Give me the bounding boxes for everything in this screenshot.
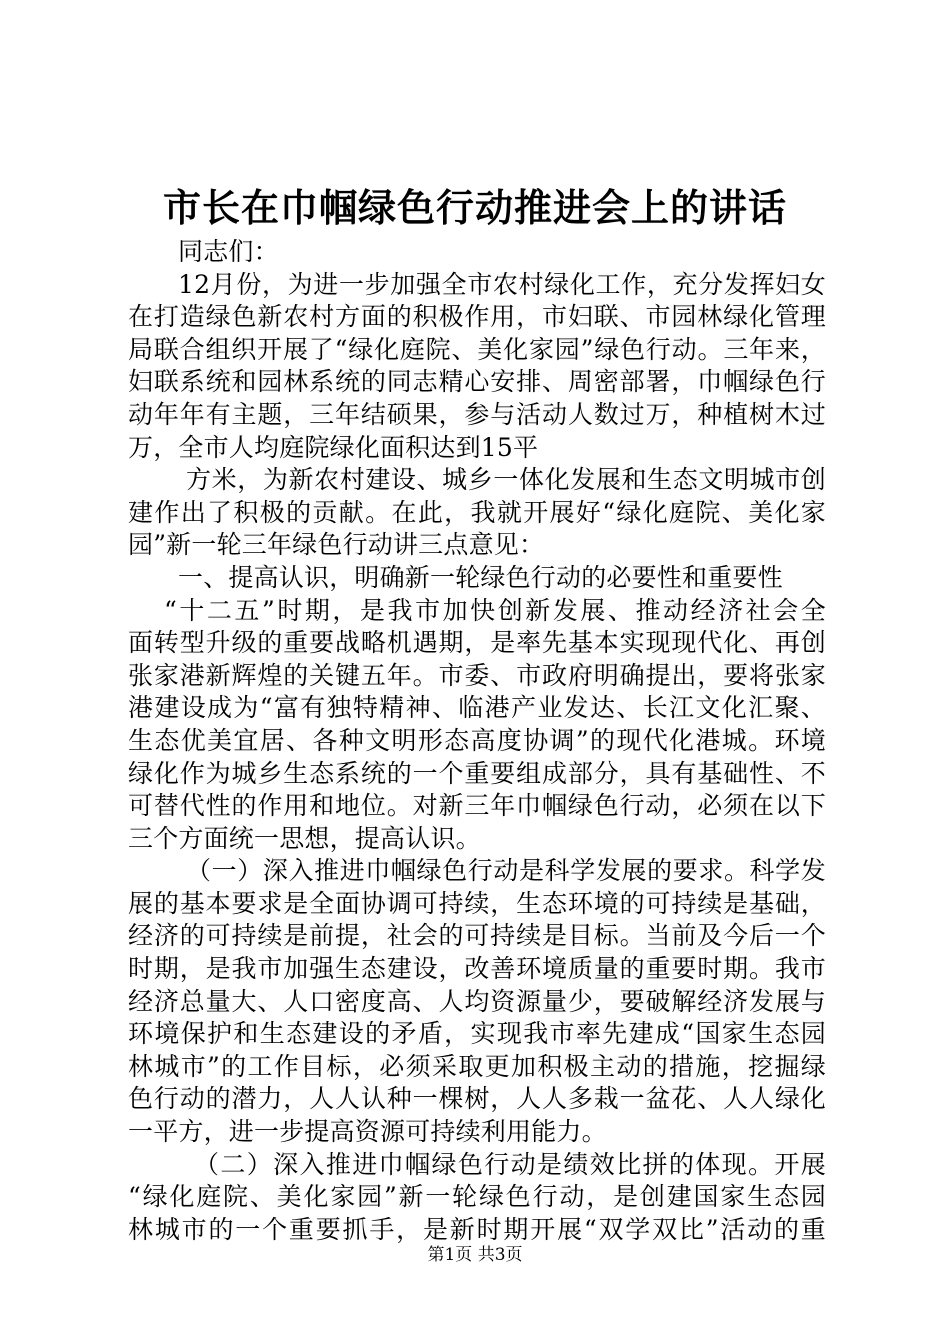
- paragraph-line: 林城市”的工作目标，必须采取更加积极主动的措施，挖掘绿: [128, 1051, 826, 1081]
- paragraph-line: 环境保护和生态建设的矛盾，实现我市率先建成“国家生态园: [128, 1019, 826, 1049]
- paragraph-line: 建作出了积极的贡献。在此，我就开展好“绿化庭院、美化家: [128, 497, 826, 527]
- page-footer: 第1页 共3页: [427, 1245, 523, 1265]
- document-body: [128, 236, 826, 1246]
- paragraph-line: 三个方面统一思想，提高认识。: [128, 823, 481, 853]
- paragraph-line: 局联合组织开展了“绿化庭院、美化家园”绿色行动。三年来，: [128, 334, 826, 364]
- paragraph-line: （一）深入推进巾帼绿色行动是科学发展的要求。科学发: [186, 856, 826, 886]
- paragraph-line: 经济总量大、人口密度高、人均资源量少，要破解经济发展与: [128, 986, 826, 1016]
- paragraph-line: 可替代性的作用和地位。对新三年巾帼绿色行动，必须在以下: [128, 791, 826, 821]
- paragraph-line: 时期，是我市加强生态建设，改善环境质量的重要时期。我市: [128, 954, 826, 984]
- paragraph-line: （二）深入推进巾帼绿色行动是绩效比拼的体现。开展: [194, 1149, 826, 1179]
- paragraph-line: 绿化作为城乡生态系统的一个重要组成部分，具有基础性、不: [128, 758, 826, 788]
- paragraph-line: 面转型升级的重要战略机遇期，是率先基本实现现代化、再创: [128, 628, 826, 658]
- paragraph-line: 万，全市人均庭院绿化面积达到15平: [128, 432, 539, 462]
- section-heading: 一、提高认识，明确新一轮绿色行动的必要性和重要性: [178, 562, 783, 592]
- paragraph-line: 妇联系统和园林系统的同志精心安排、周密部署，巾帼绿色行: [128, 367, 826, 397]
- paragraph-line: 经济的可持续是前提，社会的可持续是目标。当前及今后一个: [128, 921, 826, 951]
- paragraph-line: 港建设成为“富有独特精神、临港产业发达、长江文化汇聚、: [128, 693, 826, 723]
- paragraph-line: “十二五”时期，是我市加快创新发展、推动经济社会全: [164, 595, 826, 625]
- paragraph-line: 色行动的潜力，人人认种一棵树，人人多栽一盆花、人人绿化: [128, 1084, 826, 1114]
- paragraph-line: 一平方，进一步提高资源可持续利用能力。: [128, 1117, 607, 1147]
- paragraph-line: 张家港新辉煌的关键五年。市委、市政府明确提出，要将张家: [128, 660, 826, 690]
- paragraph-line: 在打造绿色新农村方面的积极作用，市妇联、市园林绿化管理: [128, 302, 826, 332]
- paragraph-line: 生态优美宜居、各种文明形态高度协调”的现代化港城。环境: [128, 725, 826, 755]
- paragraph-line: “绿化庭院、美化家园”新一轮绿色行动，是创建国家生态园: [128, 1182, 826, 1212]
- paragraph-line: 展的基本要求是全面协调可持续，生态环境的可持续是基础，: [128, 888, 826, 918]
- paragraph-line: 动年年有主题，三年结硕果，参与活动人数过万，种植树木过: [128, 399, 826, 429]
- paragraph-line: 12月份，为进一步加强全市农村绿化工作，充分发挥妇女: [178, 269, 826, 299]
- paragraph-line: 园”新一轮三年绿色行动讲三点意见：: [128, 530, 545, 560]
- page-title: 市长在巾帼绿色行动推进会上的讲话: [162, 185, 787, 230]
- paragraph-line: 林城市的一个重要抓手，是新时期开展“双学双比”活动的重: [128, 1214, 826, 1244]
- paragraph-line: 方米，为新农村建设、城乡一体化发展和生态文明城市创: [186, 465, 826, 495]
- salutation: 同志们：: [178, 237, 279, 266]
